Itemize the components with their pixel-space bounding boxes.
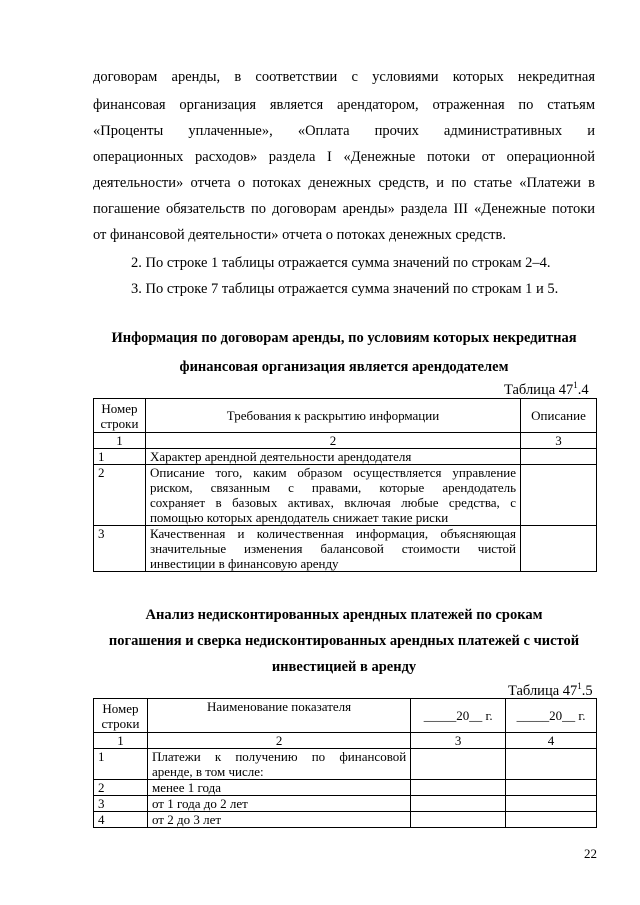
row-number: 2 [94, 465, 146, 526]
header-cell: Описание [521, 399, 597, 433]
row-text: менее 1 года [147, 780, 410, 796]
body-text-line: финансовая организация является арендатором, отраженная по статьям [93, 97, 595, 113]
table-row [94, 465, 597, 526]
body-text-line: договорам аренды, в соответствии с условиями которых некредитная [93, 69, 595, 85]
value-cell [411, 812, 506, 828]
section-heading: инвестицией в аренду [271, 659, 417, 675]
body-text-line: «Проценты уплаченные», «Оплата прочих административных и [93, 123, 595, 139]
column-number: 1 [94, 433, 146, 449]
header-cell: Требования к раскрытию информации [145, 399, 520, 433]
row-number: 2 [94, 780, 148, 796]
row-number: 3 [94, 526, 146, 572]
row-description [521, 465, 597, 526]
list-item-2: 2. По строке 1 таблицы отражается сумма значений по строкам 2–4. [131, 255, 551, 271]
header-cell: _____20__ г. [506, 699, 597, 733]
list-item-3: 3. По строке 7 таблицы отражается сумма значений по строкам 1 и 5. [131, 281, 559, 297]
column-number: 3 [521, 433, 597, 449]
column-number: 2 [145, 433, 520, 449]
value-cell [506, 796, 597, 812]
value-cell [411, 749, 506, 780]
section-heading: Анализ недисконтированных арендных платежей по срокам [145, 607, 543, 623]
header-cell: _____20__ г. [411, 699, 506, 733]
header-cell: Номер строки [94, 399, 146, 433]
body-text-line: деятельности» отчета о потоках денежных средств, и по статье «Платежи в [93, 175, 595, 191]
table-caption: Таблица $47^1.4$ [504, 380, 589, 398]
disclosure-table [93, 398, 597, 572]
header-cell: Наименование показателя [147, 699, 410, 733]
row-description [521, 449, 597, 465]
row-text: от 2 до 3 лет [147, 812, 410, 828]
payments-table [93, 698, 597, 828]
column-number: 3 [411, 733, 506, 749]
section-heading: финансовая организация является арендодателем [179, 359, 509, 375]
column-number: 2 [147, 733, 410, 749]
table-row [94, 749, 597, 780]
body-text-line: погашение обязательств по договорам аренды» раздела III «Денежные потоки [93, 201, 595, 217]
row-text: Описание того, каким образом осуществляется управление риском, связанным с правами, которые арендодатель сохраняет в базовых активах, включая любые средства, с помощью которых арендодатель снижает такие риски [145, 465, 520, 526]
body-text-line: от финансовой деятельности» отчета о потоках денежных средств. [93, 227, 506, 243]
table-caption: Таблица $47^1.5$ [508, 681, 593, 699]
row-text: от 1 года до 2 лет [147, 796, 410, 812]
row-description [521, 526, 597, 572]
value-cell [411, 796, 506, 812]
table-row [94, 449, 597, 465]
page-number: 22 [584, 846, 597, 861]
row-text: Качественная и количественная информация, объясняющая значительные изменения балансовой стоимости чистой инвестиции в финансовую аренду [145, 526, 520, 572]
row-number: 1 [94, 449, 146, 465]
table-row [94, 812, 597, 828]
table-row [94, 796, 597, 812]
value-cell [411, 780, 506, 796]
row-number: 1 [94, 749, 148, 780]
value-cell [506, 812, 597, 828]
section-heading: Информация по договорам аренды, по условиям которых некредитная [111, 330, 577, 346]
header-cell: Номер строки [94, 699, 148, 733]
table-row [94, 526, 597, 572]
value-cell [506, 780, 597, 796]
column-number: 4 [506, 733, 597, 749]
column-number: 1 [94, 733, 148, 749]
row-text: Платежи к получению по финансовой аренде, в том числе: [147, 749, 410, 780]
row-text: Характер арендной деятельности арендодателя [145, 449, 520, 465]
table-row [94, 780, 597, 796]
row-number: 3 [94, 796, 148, 812]
body-text-line: операционных расходов» раздела I «Денежные потоки от операционной [93, 149, 595, 165]
row-number: 4 [94, 812, 148, 828]
section-heading: погашения и сверка недисконтированных арендных платежей с чистой [108, 633, 580, 649]
value-cell [506, 749, 597, 780]
